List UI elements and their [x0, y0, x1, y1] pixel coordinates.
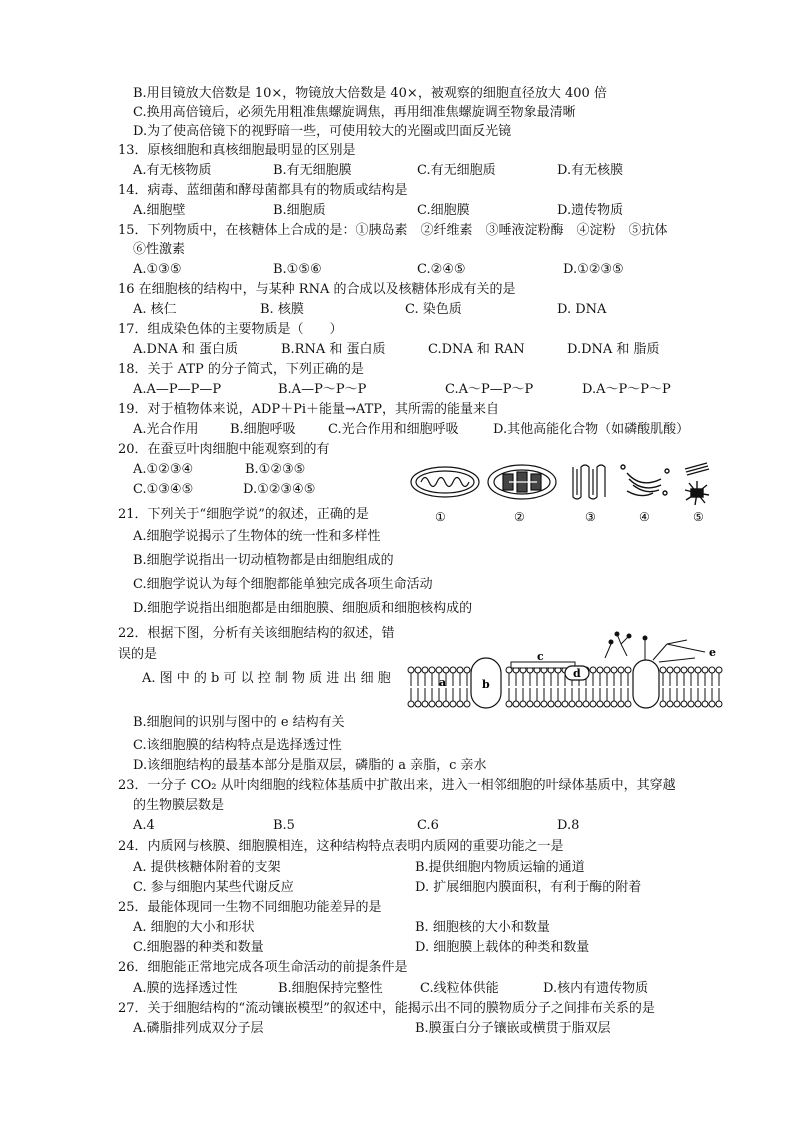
q12-option-b: B.用目镜放大倍数是 10×，物镜放大倍数是 40×，被观察的细胞直径放大 400 倍 — [133, 86, 607, 101]
q20-option-c: C.①③④⑤ — [133, 482, 194, 497]
q22-option-d: D.该细胞结构的最基本部分是脂双层，磷脂的 a 亲脂，c 亲水 — [133, 758, 487, 773]
q26-stem: 26．细胞能正常地完成各项生命活动的前提条件是 — [118, 960, 408, 975]
q12-option-d: D.为了使高倍镜下的视野暗一些，可使用较大的光圈或凹面反光镜 — [133, 124, 512, 139]
lipid-head — [513, 701, 519, 707]
lipid-head — [408, 667, 414, 673]
golgi-apparatus-icon — [621, 465, 669, 496]
q25-option-c: C.细胞器的种类和数量 — [133, 940, 264, 955]
q15-option-a: A.①③⑤ — [133, 262, 182, 277]
q24-stem: 24．内质网与核膜、细胞膜相连，这种结构特点表明内质网的重要功能之一是 — [118, 839, 564, 854]
q22-option-a: A. 图 中 的 b 可 以 控 制 物 质 进 出 细 胞 — [142, 671, 391, 686]
q15-stem-cont: ⑥性激素 — [133, 242, 186, 257]
lipid-head — [702, 701, 708, 707]
organelle-figure — [405, 455, 725, 530]
lipid-head — [695, 701, 701, 707]
lipid-head — [590, 701, 596, 707]
q16-option-d: D. DNA — [557, 302, 607, 317]
fig-label-c: c — [537, 650, 544, 663]
q24-option-a: A. 提供核糖体附着的支架 — [133, 860, 281, 875]
glycocalyx-e — [605, 632, 705, 662]
lipid-head — [604, 701, 610, 707]
q15-stem: 15．下列物质中，在核糖体上合成的是：①胰岛素 ②纤维素 ③唾液淀粉酶 ④淀粉 ⑤抗体 — [118, 223, 668, 238]
lipid-head — [660, 667, 666, 673]
q23-option-d: D.8 — [557, 818, 580, 833]
q17-stem: 17．组成染色体的主要物质是（ ） — [118, 322, 343, 337]
q27-option-a: A.磷脂排列成双分子层 — [133, 1021, 264, 1036]
centrosome-icon — [685, 463, 709, 505]
lipid-head — [464, 701, 470, 707]
q21-option-b: B.细胞学说指出一切动植物都是由细胞组成的 — [133, 553, 394, 568]
lipid-head — [422, 701, 428, 707]
lipid-head — [520, 701, 526, 707]
lipid-head — [436, 701, 442, 707]
q19-stem: 19．对于植物体来说，ADP＋Pi＋能量→ATP，其所需的能量来自 — [118, 402, 499, 417]
q24-option-c: C. 参与细胞内某些代谢反应 — [133, 880, 294, 895]
q22-stem-cont: 误的是 — [118, 647, 158, 662]
q16-option-c: C. 染色质 — [405, 302, 462, 317]
lipid-head — [688, 667, 694, 673]
lipid-head — [527, 701, 533, 707]
q20-option-b: B.①②③⑤ — [245, 462, 306, 477]
lipid-head — [667, 667, 673, 673]
q15-option-b: B.①⑤⑥ — [273, 262, 322, 277]
q18-option-a: A.A—P—P—P — [133, 382, 222, 397]
lipid-head — [457, 667, 463, 673]
endoplasmic-reticulum-icon — [573, 465, 605, 499]
lipid-head — [674, 701, 680, 707]
lipid-head — [660, 701, 666, 707]
lipid-head — [506, 701, 512, 707]
q13-option-d: D.有无核膜 — [557, 163, 624, 178]
lipid-head — [457, 701, 463, 707]
fig-label-e: e — [709, 646, 716, 659]
lipid-head — [562, 701, 568, 707]
q23-option-c: C.6 — [417, 818, 439, 833]
lipid-head — [716, 701, 722, 707]
q23-option-a: A.4 — [133, 818, 155, 833]
lipid-head — [618, 667, 624, 673]
lipid-head — [408, 701, 414, 707]
lipid-head — [534, 701, 540, 707]
lipid-head — [688, 701, 694, 707]
q20-option-d: D.①②③④⑤ — [243, 482, 316, 497]
q25-option-a: A. 细胞的大小和形状 — [133, 920, 255, 935]
chloroplast-icon — [488, 465, 556, 499]
q18-stem: 18．关于 ATP 的分子简式，下列正确的是 — [118, 362, 364, 377]
q18-option-d: D.A～P～P～P — [582, 382, 671, 397]
q16-stem: 16 在细胞核的结构中，与某种 RNA 的合成以及核糖体形成有关的是 — [118, 282, 516, 297]
q20-stem: 20．在蚕豆叶肉细胞中能观察到的有 — [118, 442, 330, 457]
lipid-head — [429, 667, 435, 673]
q19-option-a: A.光合作用 — [133, 422, 199, 437]
q16-option-a: A. 核仁 — [133, 302, 177, 317]
q23-stem: 23．一分子 CO₂ 从叶肉细胞的线粒体基质中扩散出来，进入一相邻细胞的叶绿体基质中，其穿越 — [118, 778, 676, 793]
q23-option-b: B.5 — [273, 818, 295, 833]
fig-label-a: a — [439, 676, 447, 689]
lipid-head — [667, 701, 673, 707]
q14-option-d: D.遗传物质 — [557, 203, 624, 218]
q26-option-c: C.线粒体供能 — [420, 981, 499, 996]
q25-option-d: D. 细胞膜上载体的种类和数量 — [415, 940, 590, 955]
lipid-head — [464, 667, 470, 673]
lipid-head — [611, 667, 617, 673]
q27-stem: 27．关于细胞结构的“流动镶嵌模型”的叙述中，能揭示出不同的膜物质分子之间排布关系的是 — [118, 1001, 655, 1016]
fig-label-3: ③ — [585, 510, 596, 524]
q17-option-a: A.DNA 和 蛋白质 — [133, 342, 238, 357]
phospholipid-upper-layer — [408, 667, 722, 686]
lipid-head — [674, 667, 680, 673]
lipid-head — [611, 701, 617, 707]
lipid-head — [415, 701, 421, 707]
lipid-head — [576, 701, 582, 707]
lipid-head — [429, 701, 435, 707]
lipid-head — [541, 701, 547, 707]
lipid-head — [597, 667, 603, 673]
q21-stem: 21．下列关于“细胞学说”的叙述，正确的是 — [118, 507, 369, 522]
q26-option-b: B.细胞保持完整性 — [278, 981, 383, 996]
lipid-head — [443, 667, 449, 673]
lipid-head — [625, 667, 631, 673]
lipid-head — [436, 667, 442, 673]
lipid-head — [681, 667, 687, 673]
q13-option-b: B.有无细胞膜 — [273, 163, 352, 178]
fig-label-4: ④ — [639, 510, 650, 524]
lipid-head — [583, 701, 589, 707]
lipid-head — [625, 701, 631, 707]
q14-option-c: C.细胞膜 — [417, 203, 470, 218]
mitochondrion-icon — [411, 467, 479, 497]
q13-stem: 13．原核细胞和真核细胞最明显的区别是 — [118, 143, 356, 158]
lipid-head — [709, 667, 715, 673]
lipid-head — [695, 667, 701, 673]
lipid-head — [450, 701, 456, 707]
q22-option-c: C.该细胞膜的结构特点是选择透过性 — [133, 738, 342, 753]
lipid-head — [555, 701, 561, 707]
q19-option-b: B.细胞呼吸 — [230, 422, 296, 437]
q12-option-c: C.换用高倍镜后，必须先用粗准焦螺旋调焦，再用细准焦螺旋调至物象最清晰 — [133, 105, 576, 120]
q25-stem: 25．最能体现同一生物不同细胞功能差异的是 — [118, 900, 382, 915]
q22-option-b: B.细胞间的识别与图中的 e 结构有关 — [133, 715, 345, 730]
q24-option-d: D. 扩展细胞内膜面积，有利于酶的附着 — [415, 880, 642, 895]
lipid-head — [597, 701, 603, 707]
q24-option-b: B.提供细胞内物质运输的通道 — [415, 860, 585, 875]
q15-option-c: C.②④⑤ — [417, 262, 466, 277]
lipid-head — [716, 667, 722, 673]
cell-membrane-figure — [405, 630, 730, 710]
lipid-head — [709, 701, 715, 707]
q21-option-d: D.细胞学说指出细胞都是由细胞膜、细胞质和细胞核构成的 — [133, 601, 473, 616]
q13-option-a: A.有无核物质 — [133, 163, 212, 178]
q16-option-b: B. 核膜 — [260, 302, 304, 317]
q17-option-d: D.DNA 和 脂质 — [567, 342, 660, 357]
fig-label-b: b — [482, 678, 490, 691]
lipid-head — [618, 701, 624, 707]
q20-option-a: A.①②③④ — [133, 462, 194, 477]
q14-option-a: A.细胞壁 — [133, 203, 186, 218]
fig-label-d: d — [573, 667, 581, 680]
lipid-head — [450, 667, 456, 673]
transmembrane-protein-large — [633, 660, 659, 708]
lipid-head — [415, 667, 421, 673]
lipid-head — [604, 667, 610, 673]
q18-option-b: B.A—P～P～P — [278, 382, 367, 397]
lipid-head — [681, 701, 687, 707]
q17-option-c: C.DNA 和 RAN — [428, 342, 525, 357]
lipid-head — [443, 701, 449, 707]
lipid-head — [422, 667, 428, 673]
fig-label-5: ⑤ — [693, 510, 704, 524]
lipid-head — [569, 701, 575, 707]
q22-stem: 22．根据下图，分析有关该细胞结构的叙述，错 — [118, 626, 395, 641]
lipid-head — [548, 701, 554, 707]
q17-option-b: B.RNA 和 蛋白质 — [281, 342, 386, 357]
q25-option-b: B. 细胞核的大小和数量 — [415, 920, 550, 935]
fig-label-1: ① — [435, 510, 446, 524]
q18-option-c: C.A～P—P～P — [445, 382, 534, 397]
q14-option-b: B.细胞质 — [273, 203, 326, 218]
lipid-head — [702, 667, 708, 673]
q21-option-c: C.细胞学说认为每个细胞都能单独完成各项生命活动 — [133, 577, 433, 592]
q23-stem-cont: 的生物膜层数是 — [133, 798, 225, 813]
fig-label-2: ② — [514, 510, 525, 524]
q14-stem: 14．病毒、蓝细菌和酵母菌都具有的物质或结构是 — [118, 183, 408, 198]
phospholipid-lower-layer — [408, 688, 722, 707]
q15-option-d: D.①②③⑤ — [563, 262, 624, 277]
q26-option-d: D.核内有遗传物质 — [543, 981, 649, 996]
q26-option-a: A.膜的选择透过性 — [133, 981, 238, 996]
q19-option-c: C.光合作用和细胞呼吸 — [328, 422, 459, 437]
q13-option-c: C.有无细胞质 — [417, 163, 496, 178]
q19-option-d: D.其他高能化合物（如磷酸肌酸） — [493, 422, 690, 437]
q27-option-b: B.膜蛋白分子镶嵌或横贯于脂双层 — [415, 1021, 611, 1036]
q21-option-a: A.细胞学说揭示了生物体的统一性和多样性 — [133, 529, 381, 544]
lipid-head — [590, 667, 596, 673]
